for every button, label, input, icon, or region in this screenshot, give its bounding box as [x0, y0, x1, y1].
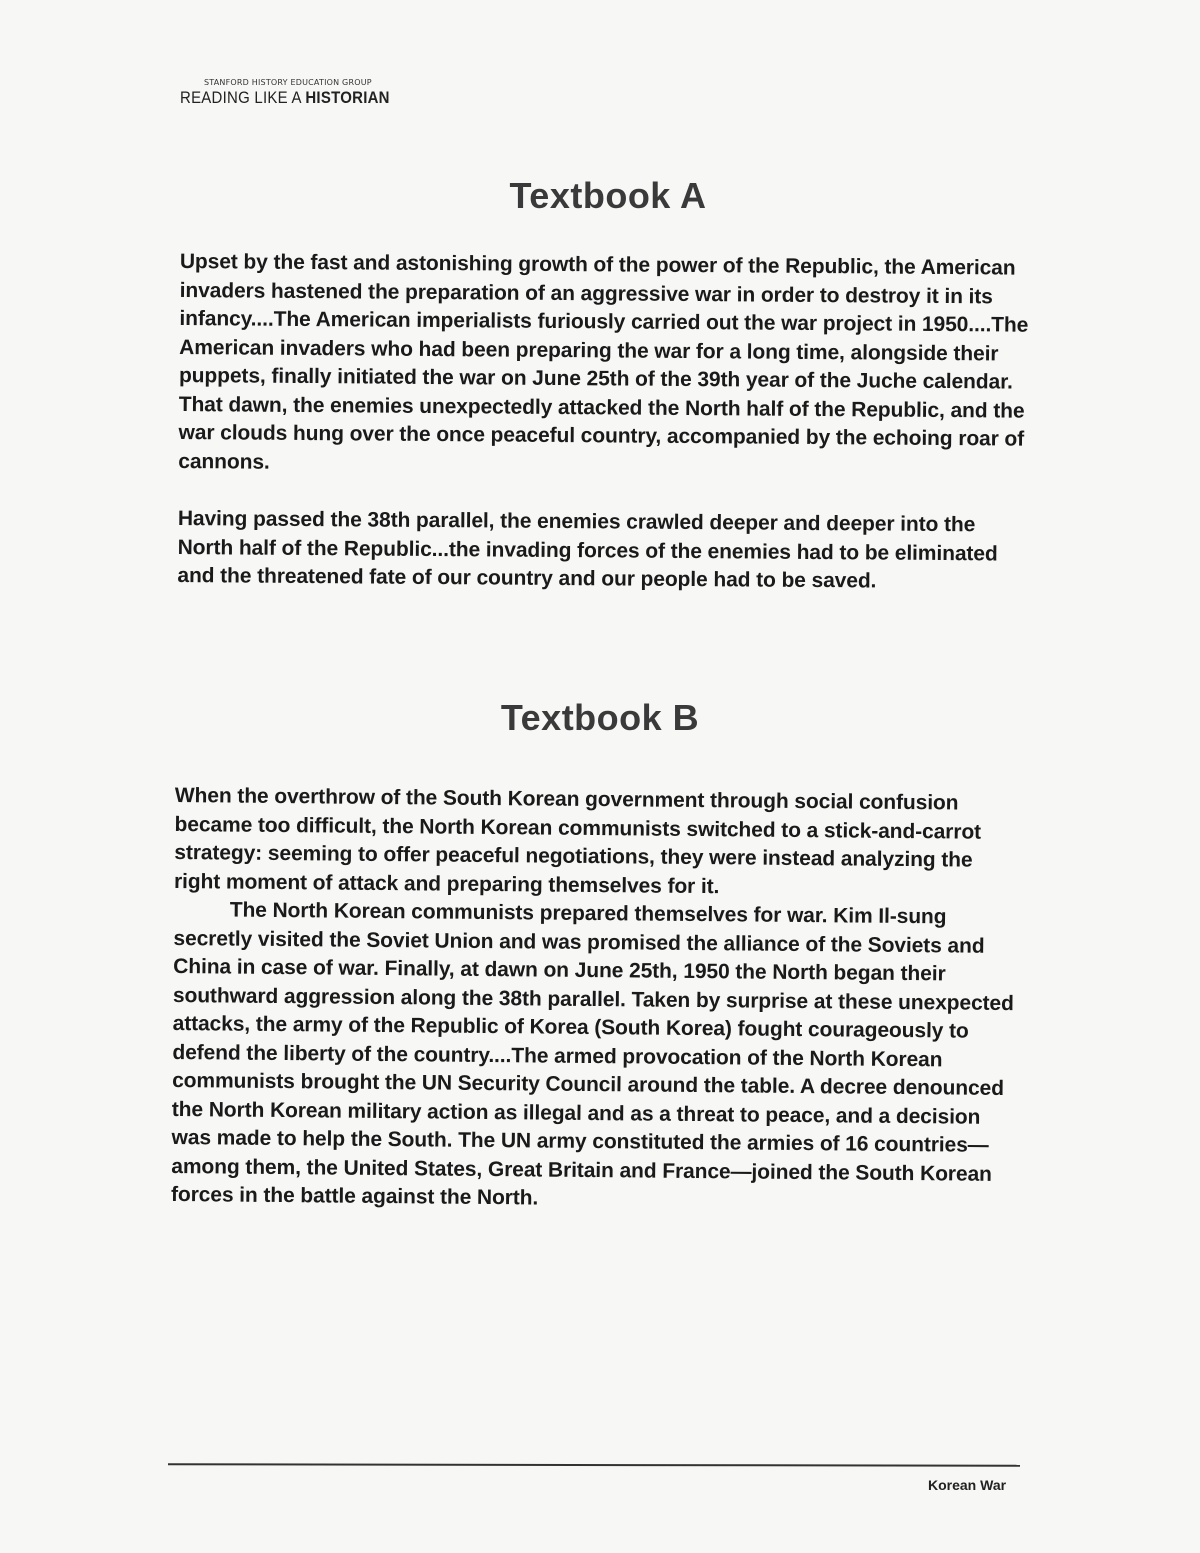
textbook-b-passage	[171, 782, 1020, 1218]
header-group-name: STANFORD HISTORY EDUCATION GROUP	[204, 78, 372, 87]
header-logo	[180, 78, 418, 108]
textbook-a-passage	[177, 248, 1030, 597]
header-title-emphasis: HISTORIAN	[305, 88, 390, 107]
textbook-a-paragraph-1: Upset by the fast and astonishing growth of the power of the Republic, the American invaders hastened the preparation of an aggressive war in order to destroy it in its infancy....The American imperialists furiously carried out the war project in 1950....The American invaders who had been preparing the war for a long time, alongside their puppets, finally initiated the war on June 25th of the 39th year of the Juche calendar. That dawn, the enemies unexpectedly attacked the North half of the Republic, and the war clouds hung over the once peaceful country, accompanied by the echoing roar of cannons.	[178, 249, 1029, 474]
textbook-a-paragraph-2: Having passed the 38th parallel, the enemies crawled deeper and deeper into the North half of the Republic...the invading forces of the enemies had to be eliminated and the threatened fate of our country and our people had to be saved.	[177, 506, 998, 593]
textbook-b-heading: Textbook B	[500, 697, 700, 738]
footer-label: Korean War	[928, 1477, 1007, 1493]
textbook-a-heading: Textbook A	[509, 175, 707, 216]
footer-divider	[168, 1463, 1020, 1466]
header-title	[180, 88, 390, 108]
header-title-prefix: READING LIKE A	[180, 88, 306, 107]
textbook-b-paragraph-1: When the overthrow of the South Korean government through social confusion became too difficult, the North Korean communists switched to a stick-and-carrot strategy: seeming to offer peaceful negotiations, they were instead analyzing the right moment of attack and preparing themselves for it.	[173, 783, 982, 898]
textbook-b-paragraph-2: The North Korean communists prepared themselves for war. Kim Il-sung secretly visited the Soviet Union and was promised the alliance of the Soviets and China in case of war. Finally, at dawn on June 25th, 1950 the North began their southward aggression along the 38th parallel. Taken by surprise at these unexpected attacks, the army of the Republic of Korea (South Korea) fought courageously to defend the liberty of the country....The armed provocation of the North Korean communists brought the UN Security Council around the table. A decree denounced the North Korean military action as illegal and as a threat to peace, and a decision was made to help the South. The UN army constituted the armies of 16 countries—among them, the United States, Great Britain and France—joined the South Korean forces in the battle against the North.	[170, 898, 1014, 1210]
